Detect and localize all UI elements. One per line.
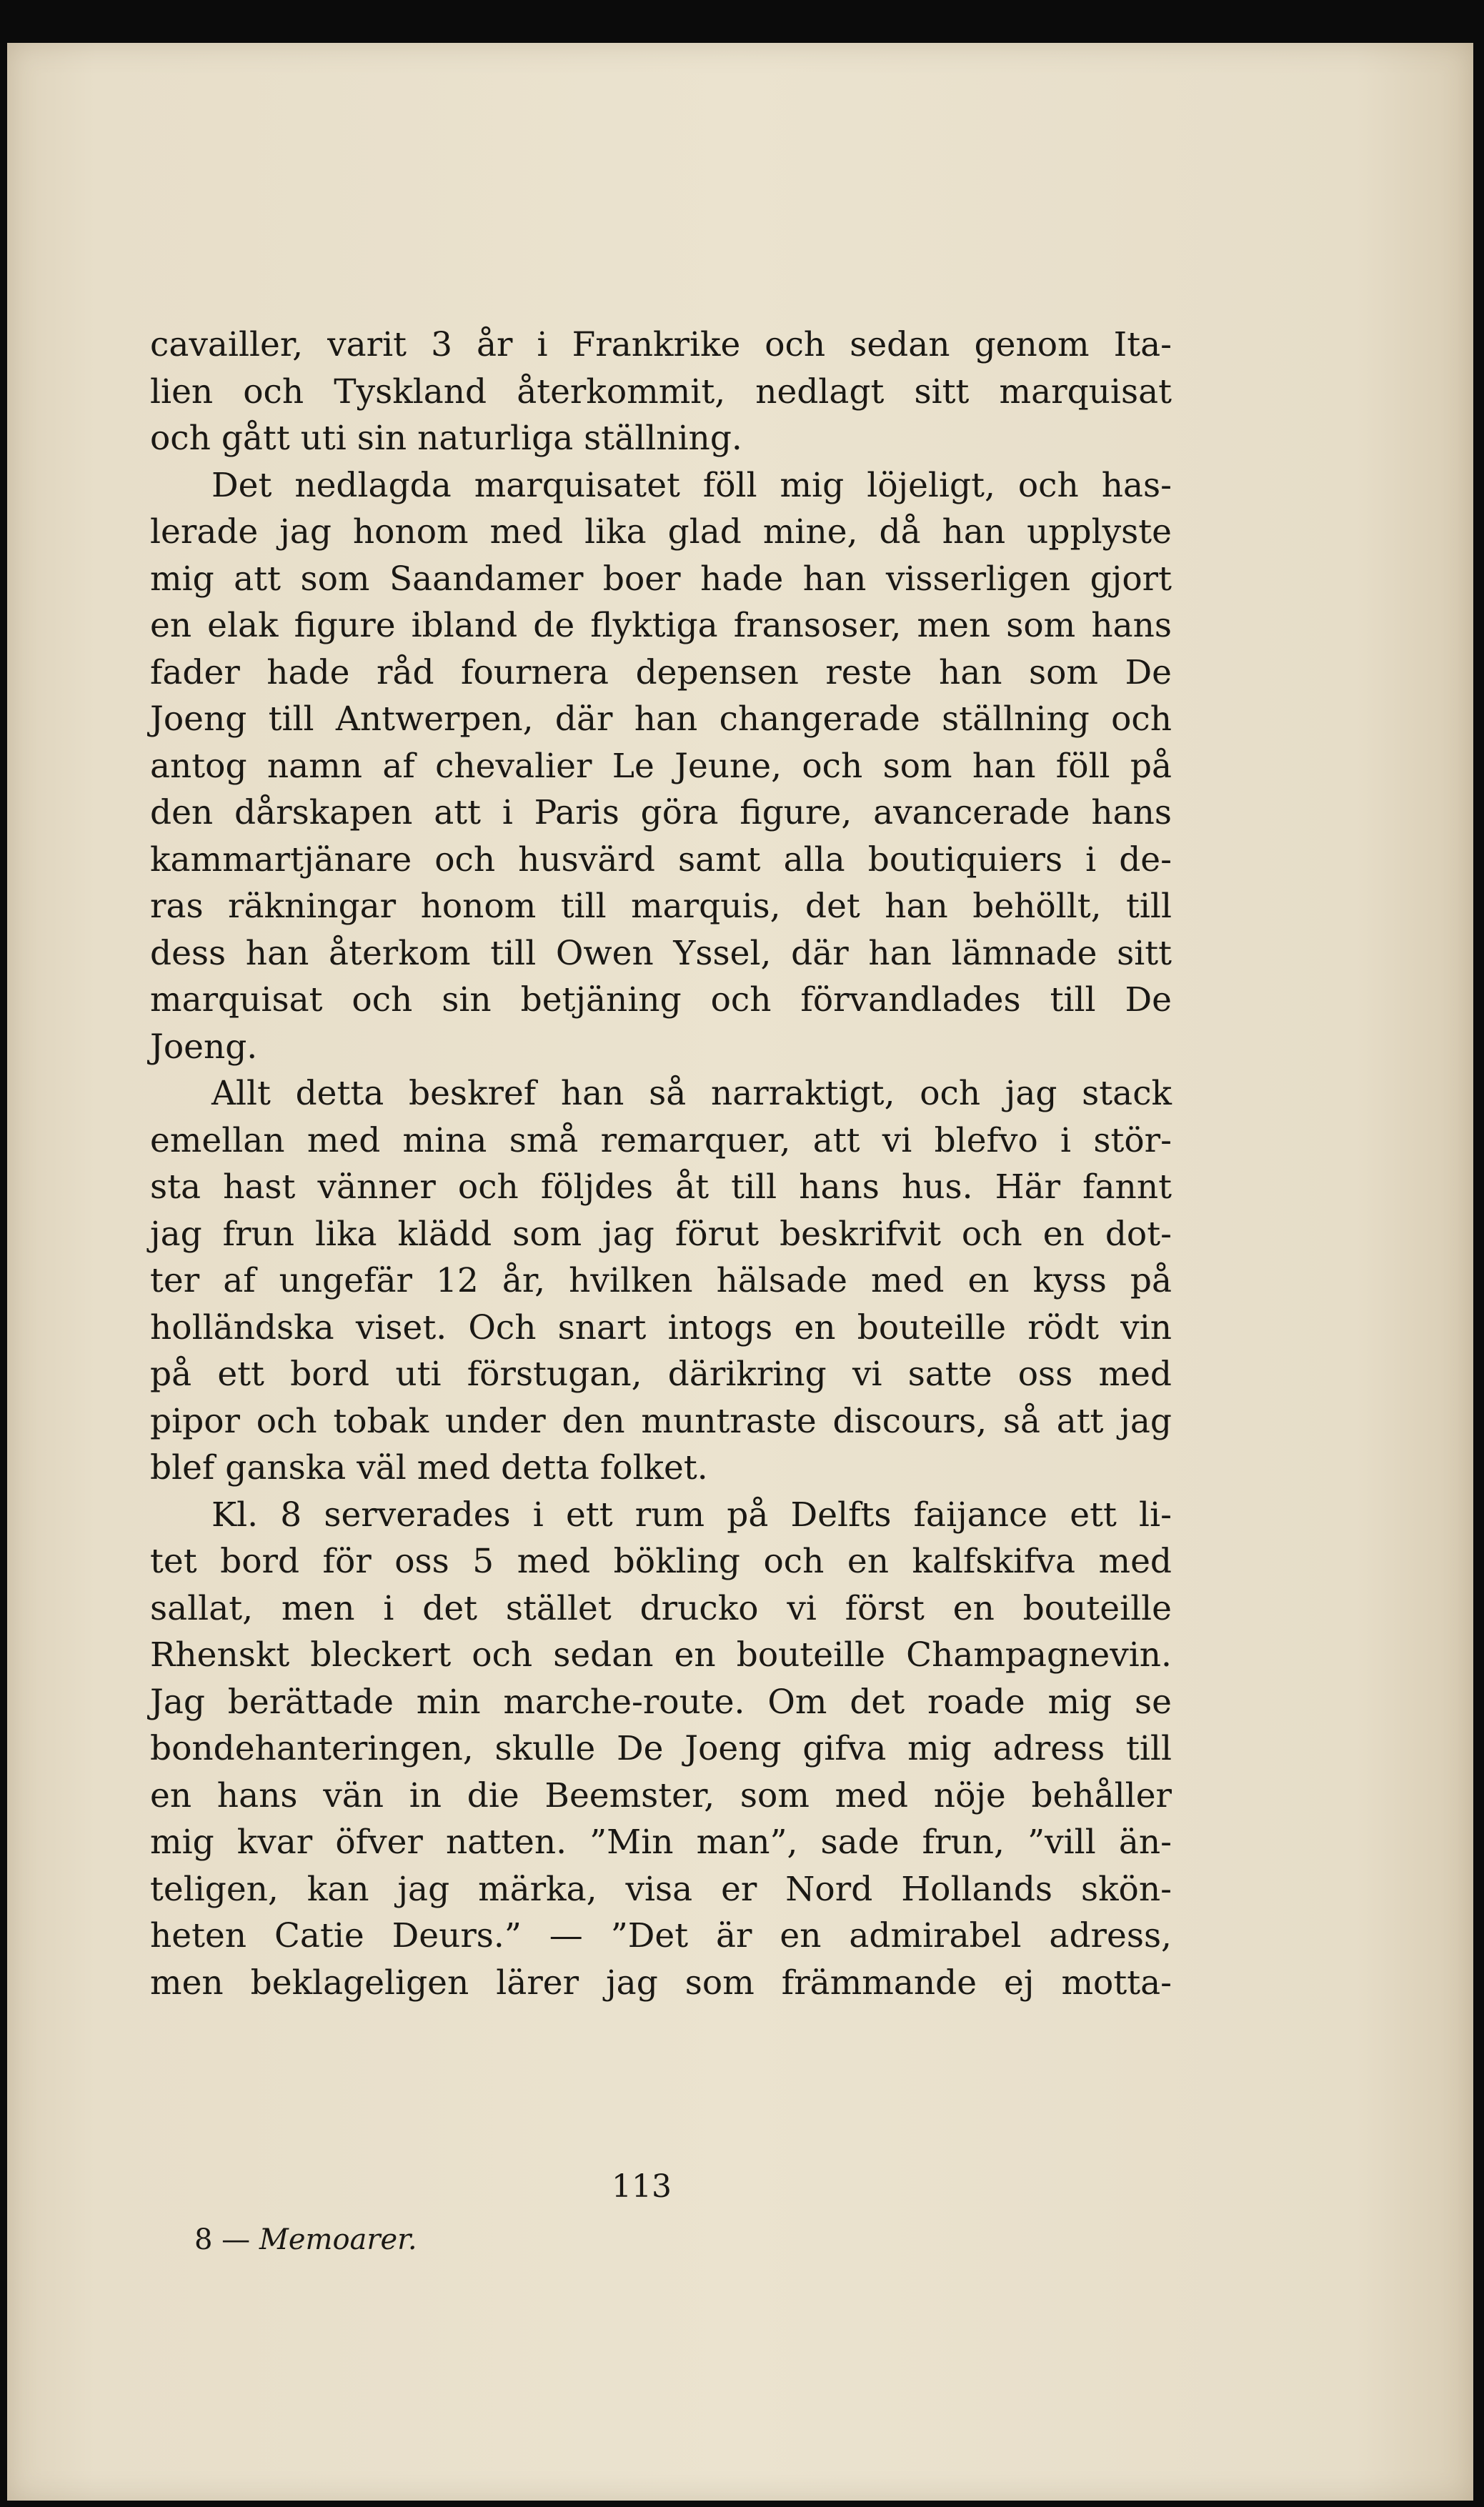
text-line: men beklageligen lärer jag som främmande ej motta-: [150, 1963, 1172, 2003]
book-page: [7, 43, 1473, 2501]
text-line: Joeng.: [150, 1027, 258, 1067]
text-line: lien och Tyskland återkommit, nedlagt sitt marquisat: [150, 372, 1172, 412]
text-line: Jag berättade min marche-route. Om det roade mig se: [150, 1682, 1172, 1722]
text-line: bondehanteringen, skulle De Joeng gifva mig adress till: [150, 1729, 1172, 1768]
text-line: fader hade råd fournera depensen reste han som De: [150, 652, 1172, 692]
text-line: marquisat och sin betjäning och förvandlades till De: [150, 980, 1172, 1020]
text-line: holländska viset. Och snart intogs en bouteille rödt vin: [150, 1307, 1172, 1347]
text-line: mig kvar öfver natten. ”Min man”, sade frun, ”vill än-: [150, 1823, 1172, 1862]
text-line: cavailler, varit 3 år i Frankrike och sedan genom Ita-: [150, 325, 1172, 364]
text-line: heten Catie Deurs.” — ”Det är en admirabel adress,: [150, 1916, 1172, 1955]
signature-mark: [194, 2223, 417, 2256]
text-line: en elak figure ibland de flyktiga fransoser, men som hans: [150, 606, 1172, 645]
signature-number: 8: [194, 2223, 213, 2256]
text-line: den dårskapen att i Paris göra figure, avancerade hans: [150, 793, 1172, 832]
text-line: jag frun lika klädd som jag förut beskrifvit och en dot-: [150, 1214, 1172, 1254]
text-line: blef ganska väl med detta folket.: [150, 1448, 708, 1487]
signature-dash: —: [221, 2223, 251, 2256]
text-line: antog namn af chevalier Le Jeune, och som han föll på: [150, 746, 1172, 786]
text-line: emellan med mina små remarquer, att vi blefvo i stör-: [150, 1120, 1172, 1160]
text-line: pipor och tobak under den muntraste discours, så att jag: [150, 1401, 1172, 1441]
text-line: ter af ungefär 12 år, hvilken hälsade med en kyss på: [150, 1261, 1172, 1300]
page-number: 113: [612, 2168, 672, 2205]
text-line: och gått uti sin naturliga ställning.: [150, 419, 742, 458]
text-line: dess han återkom till Owen Yssel, där han lämnade sitt: [150, 933, 1172, 973]
text-line: lerade jag honom med lika glad mine, då han upplyste: [150, 512, 1172, 552]
body-text: [150, 322, 1172, 2006]
text-line: tet bord för oss 5 med bökling och en kalfskifva med: [150, 1542, 1172, 1581]
text-line: Allt detta beskref han så narraktigt, och jag stack: [211, 1074, 1172, 1113]
text-line: sta hast vänner och följdes åt till hans hus. Här fannt: [150, 1167, 1172, 1207]
text-line: teligen, kan jag märka, visa er Nord Hollands skön-: [150, 1869, 1172, 1909]
text-line: på ett bord uti förstugan, därikring vi satte oss med: [150, 1355, 1172, 1394]
text-line: Rhenskt bleckert och sedan en bouteille Champagnevin.: [150, 1635, 1172, 1675]
text-line: Det nedlagda marquisatet föll mig löjeligt, och has-: [211, 465, 1172, 505]
text-line: kammartjänare och husvärd samt alla boutiquiers i de-: [150, 839, 1172, 879]
text-line: sallat, men i det stället drucko vi först en bouteille: [150, 1588, 1172, 1628]
text-line: Kl. 8 serverades i ett rum på Delfts faijance ett li-: [211, 1495, 1172, 1535]
signature-title: Memoarer.: [259, 2223, 417, 2256]
text-line: mig att som Saandamer boer hade han visserligen gjort: [150, 559, 1172, 599]
text-line: Joeng till Antwerpen, där han changerade ställning och: [150, 699, 1172, 739]
text-line: en hans vän in die Beemster, som med nöje behåller: [150, 1775, 1172, 1815]
text-line: ras räkningar honom till marquis, det han behöllt, till: [150, 887, 1172, 926]
